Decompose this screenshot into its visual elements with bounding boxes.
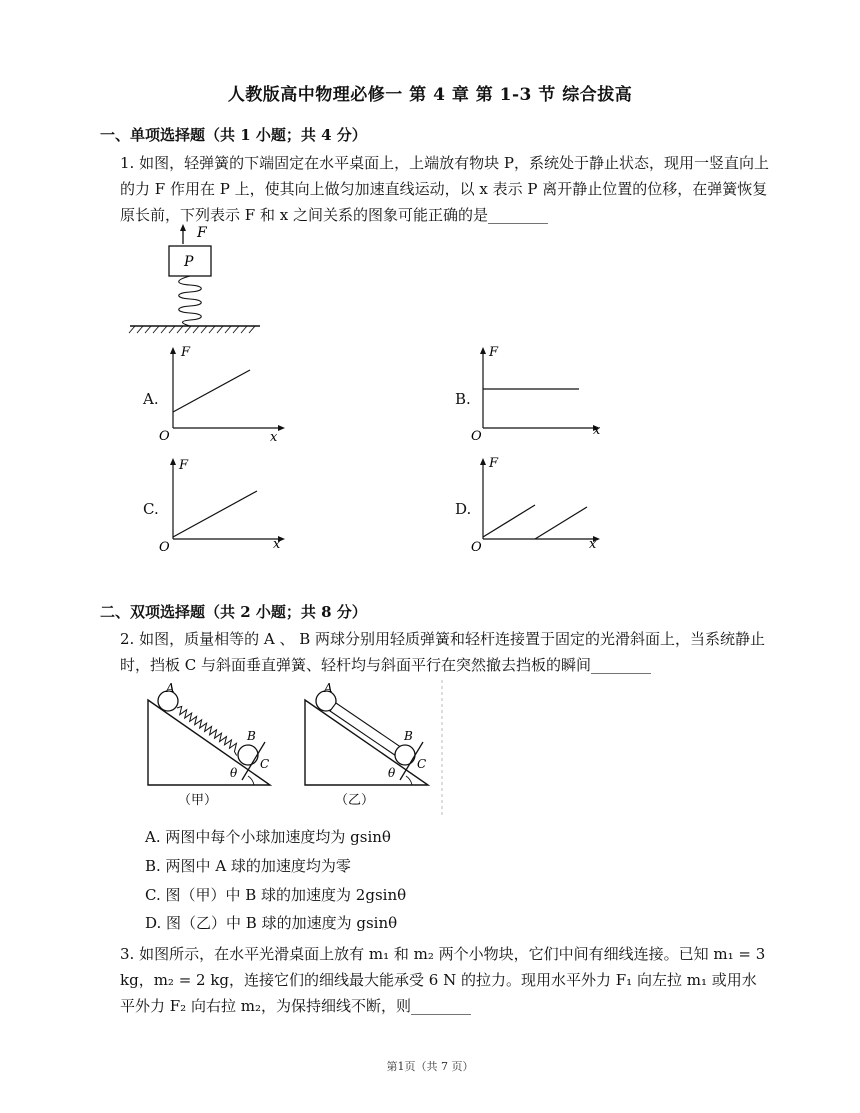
caption-jia: （甲） <box>178 793 218 808</box>
question-3-text: 3. 如图所示，在水平光滑桌面上放有 m₁ 和 m₂ 两个小物块，它们中间有细线连接。已知 m₁ = 3 kg，m₂ = 2 kg，连接它们的细线最大能承受 6 N 的拉力。现用水平外力 F₁ 向左拉 m₁ 或用水平外力 F₂ 向右拉 m₂，为保持细线不断，则________ <box>120 945 766 1015</box>
option-c-label[interactable]: C. <box>143 500 159 518</box>
y-axis-label: F <box>489 456 499 471</box>
x-axis-label: x <box>589 537 597 552</box>
spring <box>179 276 202 326</box>
question-1-text: 1. 如图，轻弹簧的下端固定在水平桌面上，上端放有物块 P，系统处于静止状态，现用一竖直向上的力 F 作用在 P 上，使其向上做匀加速直线运动，以 x 表示 P 离开静止位置的位移，在弹簧恢复原长前，下列表示 F 和 x 之间关系的图象可能正确的是________ <box>120 154 769 224</box>
incline-figure <box>130 680 445 820</box>
y-axis-label: F <box>489 345 499 360</box>
origin-label: O <box>471 540 482 553</box>
ball-b-right <box>395 745 415 765</box>
q2-option-d[interactable]: D. 图（乙）中 B 球的加速度为 gsinθ <box>145 914 398 932</box>
graph-a[interactable] <box>155 342 290 442</box>
spring-block-figure <box>125 222 265 334</box>
y-axis-label: F <box>179 458 189 473</box>
graph-line <box>173 491 257 537</box>
option-d-label[interactable]: D. <box>455 500 472 518</box>
page-footer: 第1页（共 7 页） <box>386 1060 474 1073</box>
q2-option-a[interactable]: A. 两图中每个小球加速度均为 gsinθ <box>145 828 391 846</box>
section-heading-single-choice: 一、单项选择题（共 1 小题；共 4 分） <box>100 126 367 144</box>
ball-b-label: B <box>404 729 413 743</box>
page-title: 人教版高中物理必修一 第 4 章 第 1-3 节 综合拔高 <box>227 85 633 105</box>
q2-option-c[interactable]: C. 图（甲）中 B 球的加速度为 2gsinθ <box>145 886 407 904</box>
y-arrow-icon <box>170 458 176 465</box>
graph-d[interactable] <box>467 453 607 553</box>
origin-label: O <box>159 429 170 442</box>
graph-line-2 <box>535 507 587 539</box>
spring-left <box>174 705 243 756</box>
x-arrow-icon <box>278 425 285 431</box>
option-a-label[interactable]: A. <box>143 390 159 408</box>
angle-label: θ <box>230 766 238 780</box>
force-arrowhead-icon <box>180 224 186 231</box>
ball-a-label: A <box>166 681 175 695</box>
board-c-label: C <box>260 757 270 771</box>
graph-c[interactable] <box>155 453 290 553</box>
table-hatching <box>129 326 255 333</box>
caption-yi: （乙） <box>335 793 375 808</box>
board-c-label: C <box>417 757 427 771</box>
y-arrow-icon <box>170 347 176 354</box>
y-arrow-icon <box>480 347 486 354</box>
question-2-text: 2. 如图，质量相等的 A 、 B 两球分别用轻质弹簧和轻杆连接置于固定的光滑斜面上，当系统静止时，挡板 C 与斜面垂直弹簧、轻杆均与斜面平行在突然撤去挡板的瞬间________ <box>120 630 766 674</box>
y-axis-label: F <box>181 345 191 360</box>
section-heading-double-choice: 二、双项选择题（共 2 小题；共 8 分） <box>100 603 367 621</box>
option-b-label[interactable]: B. <box>455 390 471 408</box>
q2-option-b[interactable]: B. 两图中 A 球的加速度均为零 <box>145 857 351 875</box>
ball-b-label: B <box>247 729 256 743</box>
ball-a-label: A <box>324 681 333 695</box>
graph-line <box>173 370 250 412</box>
angle-label: θ <box>388 766 396 780</box>
x-axis-label: x <box>593 423 601 438</box>
graph-line-1 <box>483 505 535 537</box>
block-label: P <box>184 254 194 270</box>
ball-b-left <box>238 745 258 765</box>
y-arrow-icon <box>480 458 486 465</box>
x-axis-label: x <box>270 430 278 442</box>
origin-label: O <box>159 540 170 553</box>
graph-b[interactable] <box>467 342 607 442</box>
origin-label: O <box>471 429 482 442</box>
x-axis-label: x <box>273 537 281 552</box>
force-label: F <box>197 225 207 241</box>
